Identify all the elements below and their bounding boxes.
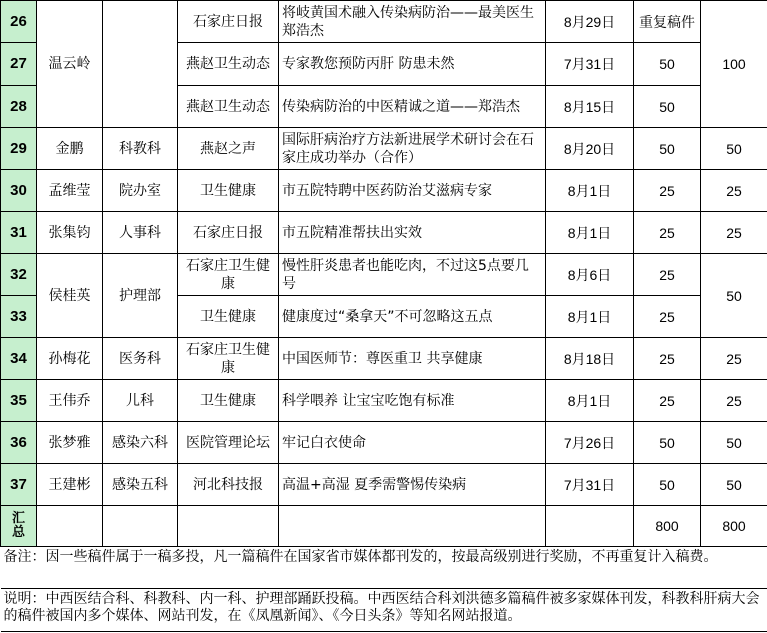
article-score: 25 — [634, 254, 701, 296]
author-name: 温云岭 — [37, 1, 103, 128]
article-score: 50 — [634, 128, 701, 170]
summary-label: 汇总 — [1, 506, 37, 547]
department: 科教科 — [103, 128, 178, 170]
publish-date: 7月31日 — [546, 464, 634, 506]
author-name: 张集钧 — [37, 212, 103, 254]
author-total: 25 — [701, 338, 767, 380]
author-total: 100 — [701, 1, 767, 128]
row-number: 33 — [1, 296, 37, 338]
department: 医务科 — [103, 338, 178, 380]
article-title: 科学喂养 让宝宝吃饱有标准 — [279, 380, 546, 422]
article-score: 25 — [634, 170, 701, 212]
author-name: 孟维莹 — [37, 170, 103, 212]
table-row — [1, 170, 767, 212]
explanation-row — [1, 589, 767, 632]
row-number: 36 — [1, 422, 37, 464]
article-title: 专家教您预防丙肝 防患未然 — [279, 43, 546, 86]
article-title: 中国医师节：尊医重卫 共享健康 — [279, 338, 546, 380]
publish-date: 8月29日 — [546, 1, 634, 43]
media-source: 医院管理论坛 — [178, 422, 279, 464]
publish-date: 8月1日 — [546, 380, 634, 422]
author-name: 孙梅花 — [37, 338, 103, 380]
article-title: 牢记白衣使命 — [279, 422, 546, 464]
author-total: 50 — [701, 254, 767, 338]
publish-date: 8月20日 — [546, 128, 634, 170]
author-total: 25 — [701, 212, 767, 254]
media-source: 卫生健康 — [178, 380, 279, 422]
table-row — [1, 380, 767, 422]
remark-row — [1, 547, 767, 589]
author-total: 50 — [701, 128, 767, 170]
media-source: 石家庄日报 — [178, 1, 279, 43]
article-title: 市五院精准帮扶出实效 — [279, 212, 546, 254]
department-cell — [103, 1, 178, 128]
explanation-text: 说明：中西医结合科、科教科、内一科、护理部踊跃投稿。中西医结合科刘洪德多篇稿件被多家媒体刊发，科教科肝病大会的稿件被国内多个媒体、网站刊发，在《凤凰新闻》、《今日头条》等知名网站报道。 — [1, 589, 767, 632]
publish-date: 8月15日 — [546, 86, 634, 128]
author-name: 王伟乔 — [37, 380, 103, 422]
media-source: 石家庄日报 — [178, 212, 279, 254]
author-total: 50 — [701, 464, 767, 506]
table-row — [1, 464, 767, 506]
table-row — [1, 254, 767, 296]
summary-row — [1, 506, 767, 547]
summary-score: 800 — [634, 506, 701, 547]
remark-text: 备注：因一些稿件属于一稿多投，凡一篇稿件在国家省市媒体都刊发的，按最高级别进行奖励，不再重复计入稿费。 — [1, 547, 767, 589]
article-score: 50 — [634, 464, 701, 506]
media-source: 石家庄卫生健康 — [178, 338, 279, 380]
row-number: 37 — [1, 464, 37, 506]
row-number: 26 — [1, 1, 37, 43]
empty-cell — [279, 506, 546, 547]
publish-date: 8月1日 — [546, 212, 634, 254]
summary-total: 800 — [701, 506, 767, 547]
department: 感染六科 — [103, 422, 178, 464]
author-name: 金鹏 — [37, 128, 103, 170]
media-source: 燕赵卫生动态 — [178, 86, 279, 128]
article-score: 重复稿件 — [634, 1, 701, 43]
article-title: 慢性肝炎患者也能吃肉，不过这5点要几号 — [279, 254, 546, 296]
publish-date: 7月26日 — [546, 422, 634, 464]
author-name: 侯桂英 — [37, 254, 103, 338]
article-title: 市五院特聘中医药防治艾滋病专家 — [279, 170, 546, 212]
table-row — [1, 212, 767, 254]
empty-cell — [37, 506, 103, 547]
department: 儿科 — [103, 380, 178, 422]
publish-date: 8月6日 — [546, 254, 634, 296]
empty-cell — [178, 506, 279, 547]
publish-date: 8月1日 — [546, 170, 634, 212]
article-score: 50 — [634, 422, 701, 464]
row-number: 34 — [1, 338, 37, 380]
row-number: 30 — [1, 170, 37, 212]
article-score: 50 — [634, 86, 701, 128]
media-source: 卫生健康 — [178, 170, 279, 212]
article-score: 50 — [634, 43, 701, 86]
table-row — [1, 128, 767, 170]
author-total: 25 — [701, 380, 767, 422]
article-score: 25 — [634, 212, 701, 254]
article-title: 高温+高湿 夏季需警惕传染病 — [279, 464, 546, 506]
department: 人事科 — [103, 212, 178, 254]
article-score: 25 — [634, 380, 701, 422]
article-title: 将岐黄国术融入传染病防治——最美医生郑浩杰 — [279, 1, 546, 43]
department: 感染五科 — [103, 464, 178, 506]
media-source: 石家庄卫生健康 — [178, 254, 279, 296]
row-number: 28 — [1, 86, 37, 128]
department: 院办室 — [103, 170, 178, 212]
media-source: 河北科技报 — [178, 464, 279, 506]
article-score: 25 — [634, 296, 701, 338]
table-row — [1, 1, 767, 43]
article-title: 健康度过“桑拿天”不可忽略这五点 — [279, 296, 546, 338]
department: 护理部 — [103, 254, 178, 338]
row-number: 27 — [1, 43, 37, 86]
article-score: 25 — [634, 338, 701, 380]
empty-cell — [103, 506, 178, 547]
publish-date: 7月31日 — [546, 43, 634, 86]
media-source: 卫生健康 — [178, 296, 279, 338]
row-number: 29 — [1, 128, 37, 170]
empty-cell — [546, 506, 634, 547]
table-row — [1, 422, 767, 464]
row-number: 32 — [1, 254, 37, 296]
table-row — [1, 338, 767, 380]
publish-date: 8月1日 — [546, 296, 634, 338]
article-title: 国际肝病治疗方法新进展学术研讨会在石家庄成功举办（合作） — [279, 128, 546, 170]
author-total: 50 — [701, 422, 767, 464]
publish-date: 8月18日 — [546, 338, 634, 380]
row-number: 35 — [1, 380, 37, 422]
row-number: 31 — [1, 212, 37, 254]
media-source: 燕赵卫生动态 — [178, 43, 279, 86]
media-source: 燕赵之声 — [178, 128, 279, 170]
author-name: 王建彬 — [37, 464, 103, 506]
author-total: 25 — [701, 170, 767, 212]
article-title: 传染病防治的中医精诚之道——郑浩杰 — [279, 86, 546, 128]
author-name: 张梦雅 — [37, 422, 103, 464]
